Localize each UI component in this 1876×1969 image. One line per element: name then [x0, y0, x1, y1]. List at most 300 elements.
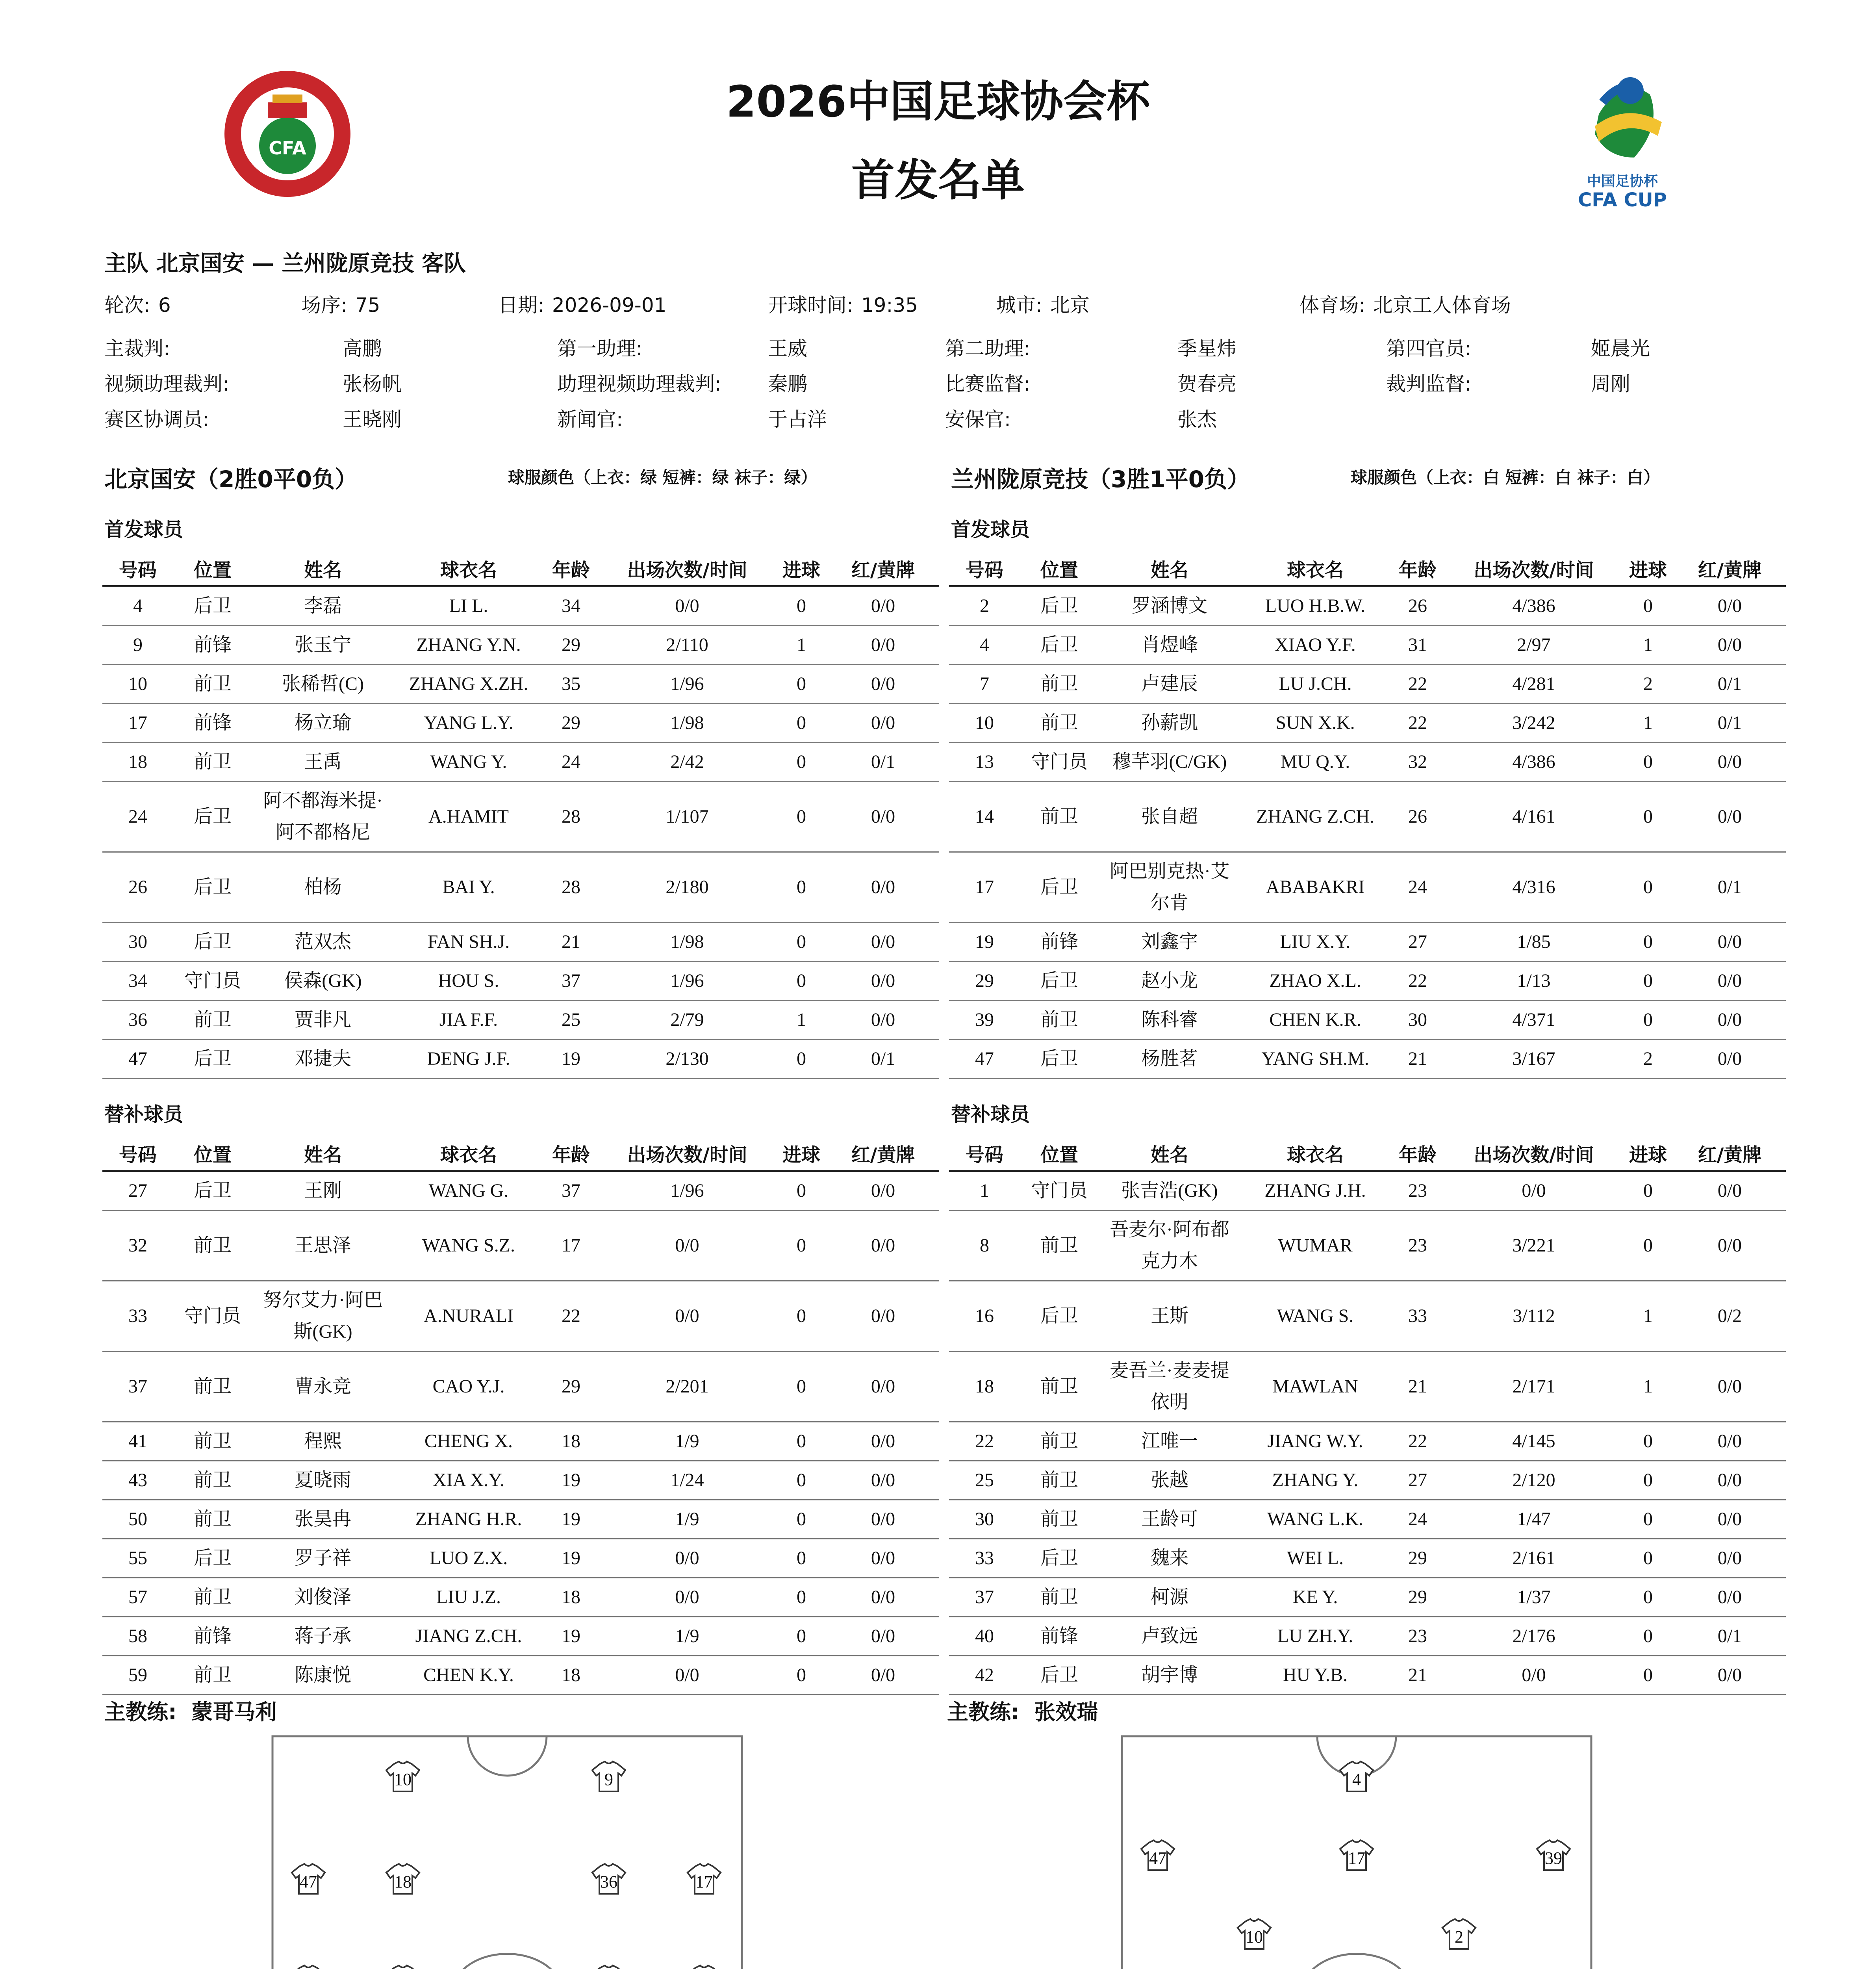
table-cell: 37 [543, 962, 599, 1001]
table-cell: 1 [1622, 626, 1674, 665]
table-cell: 0/0 [599, 1656, 776, 1695]
away-starters-label: 首发球员 [951, 518, 1030, 541]
table-cell: 0 [776, 586, 827, 626]
table-cell: 前卫 [1020, 704, 1099, 743]
table-cell: 1 [949, 1171, 1020, 1211]
table-cell: 0/0 [827, 1352, 939, 1422]
table-cell: 0/0 [1674, 923, 1786, 962]
table-row [102, 1040, 939, 1079]
table-cell: LIU J.Z. [394, 1578, 543, 1617]
table-cell: 刘俊泽 [252, 1578, 394, 1617]
table-cell: 张昊冉 [252, 1500, 394, 1539]
shirt-number: 47 [300, 1872, 317, 1891]
table-row [102, 743, 939, 782]
table-row [102, 852, 939, 923]
table-cell: 55 [102, 1539, 173, 1578]
shirt-number: 4 [1352, 1770, 1361, 1789]
official-role-label: 视频助理裁判: [104, 373, 229, 395]
table-cell: 4/386 [1445, 586, 1622, 626]
table-cell: 前卫 [1020, 1422, 1099, 1461]
table-cell: 王刚 [252, 1171, 394, 1211]
table-cell: 1/47 [1445, 1500, 1622, 1539]
away-coach-label: 主教练: [947, 1700, 1020, 1724]
table-cell: 0 [776, 1461, 827, 1500]
table-cell: JIANG W.Y. [1240, 1422, 1390, 1461]
table-cell: 29 [949, 962, 1020, 1001]
table-cell: 22 [1390, 962, 1445, 1001]
table-cell: 39 [949, 1001, 1020, 1040]
table-cell: 前锋 [173, 704, 252, 743]
official-name: 姬晨光 [1591, 337, 1650, 360]
table-cell: LU J.CH. [1240, 665, 1390, 704]
column-header: 号码 [102, 1136, 173, 1171]
table-cell: XIAO Y.F. [1240, 626, 1390, 665]
table-cell: 22 [1390, 1422, 1445, 1461]
table-cell: 后卫 [1020, 1539, 1099, 1578]
official-role-label: 第二助理: [945, 337, 1031, 360]
official-name: 张杰 [1177, 408, 1217, 431]
table-cell: 后卫 [173, 1539, 252, 1578]
table-cell: 24 [102, 782, 173, 852]
table-cell: 47 [102, 1040, 173, 1079]
table-cell: 9 [102, 626, 173, 665]
table-cell: 18 [543, 1578, 599, 1617]
official-role-label: 比赛监督: [945, 373, 1031, 395]
official-role-label: 安保官: [945, 408, 1011, 431]
table-cell: WANG S.Z. [394, 1211, 543, 1281]
table-cell: 王斯 [1099, 1281, 1240, 1352]
cup-logo-en: CFA CUP [1578, 189, 1667, 211]
table-row [949, 1578, 1786, 1617]
table-cell: 孙薪凯 [1099, 704, 1240, 743]
table-cell: 前卫 [1020, 1001, 1099, 1040]
table-cell: 后卫 [173, 1171, 252, 1211]
table-cell: 0/0 [827, 1281, 939, 1352]
table-cell: A.NURALI [394, 1281, 543, 1352]
official-role-label: 赛区协调员: [104, 408, 209, 431]
table-cell: 后卫 [173, 1040, 252, 1079]
table-cell: 前卫 [173, 665, 252, 704]
table-cell: ZHANG H.R. [394, 1500, 543, 1539]
table-cell: 后卫 [1020, 962, 1099, 1001]
table-row [102, 1500, 939, 1539]
table-cell: 曹永竞 [252, 1352, 394, 1422]
table-cell: 1 [1622, 704, 1674, 743]
table-cell: 邓捷夫 [252, 1040, 394, 1079]
away-formation-pitch [1120, 1735, 1593, 1969]
table-cell: 张自超 [1099, 782, 1240, 852]
table-cell: 24 [1390, 1500, 1445, 1539]
column-header: 号码 [949, 551, 1020, 586]
table-cell: 32 [1390, 743, 1445, 782]
table-row [102, 626, 939, 665]
table-cell: 0/0 [827, 852, 939, 923]
table-cell: 2/161 [1445, 1539, 1622, 1578]
player-shirt-icon [592, 1864, 625, 1894]
table-cell: 28 [543, 852, 599, 923]
table-cell: 26 [1390, 782, 1445, 852]
column-header: 姓名 [1099, 1136, 1240, 1171]
table-cell: 1 [776, 1001, 827, 1040]
table-cell: 0/1 [1674, 852, 1786, 923]
page-subtitle: 首发名单 [851, 155, 1025, 206]
table-cell: 0 [1622, 962, 1674, 1001]
table-cell: 0 [776, 1040, 827, 1079]
table-cell: 程熙 [252, 1422, 394, 1461]
table-cell: 16 [949, 1281, 1020, 1352]
table-cell: 前卫 [1020, 782, 1099, 852]
column-header: 位置 [173, 1136, 252, 1171]
table-cell: 前卫 [173, 1422, 252, 1461]
table-cell: 27 [102, 1171, 173, 1211]
official-role-label: 第一助理: [557, 337, 643, 360]
player-shirt-icon [688, 1965, 721, 1969]
column-header: 红/黄牌 [1674, 1136, 1786, 1171]
table-cell: 1 [1622, 1352, 1674, 1422]
match-info-label: 日期: [498, 294, 544, 317]
table-cell: 33 [949, 1539, 1020, 1578]
column-header: 号码 [102, 551, 173, 586]
table-cell: 柯源 [1099, 1578, 1240, 1617]
match-info-label: 开球时间: [768, 294, 853, 317]
table-cell: 0 [1622, 743, 1674, 782]
table-cell: 36 [102, 1001, 173, 1040]
table-cell: 26 [1390, 586, 1445, 626]
table-cell: 张玉宁 [252, 626, 394, 665]
column-header: 球衣名 [394, 1136, 543, 1171]
table-cell: 前卫 [173, 1352, 252, 1422]
away-team-name: 兰州陇原竞技（3胜1平0负） [951, 466, 1250, 493]
table-cell: 0/0 [1674, 1001, 1786, 1040]
table-cell: 前卫 [1020, 665, 1099, 704]
table-cell: 蒋子承 [252, 1617, 394, 1656]
table-cell: 0/0 [1674, 1656, 1786, 1695]
official-name: 高鹏 [343, 337, 382, 360]
table-cell: 0/0 [599, 1578, 776, 1617]
table-cell: 1/98 [599, 923, 776, 962]
table-cell: 前卫 [1020, 1500, 1099, 1539]
table-row [949, 962, 1786, 1001]
column-header: 出场次数/时间 [1445, 551, 1622, 586]
table-cell: 3/221 [1445, 1211, 1622, 1281]
table-cell: 21 [1390, 1656, 1445, 1695]
table-row [102, 1211, 939, 1281]
home-coach-label: 主教练: [104, 1700, 177, 1724]
shirt-number: 9 [604, 1770, 613, 1789]
official-name: 周刚 [1591, 373, 1630, 395]
column-header: 姓名 [252, 551, 394, 586]
shirt-number: 17 [695, 1872, 713, 1891]
table-cell: LUO Z.X. [394, 1539, 543, 1578]
shirt-number: 10 [394, 1770, 412, 1789]
table-cell: 0 [1622, 1656, 1674, 1695]
table-cell: 0 [776, 1500, 827, 1539]
table-cell: CHEN K.Y. [394, 1656, 543, 1695]
table-cell: 30 [949, 1500, 1020, 1539]
official-name: 季星炜 [1177, 337, 1236, 360]
table-cell: 1/96 [599, 665, 776, 704]
table-row [949, 1500, 1786, 1539]
table-cell: 0 [1622, 1001, 1674, 1040]
table-cell: 23 [1390, 1171, 1445, 1211]
table-cell: 后卫 [1020, 1281, 1099, 1352]
table-cell: 25 [543, 1001, 599, 1040]
table-cell: ZHANG J.H. [1240, 1171, 1390, 1211]
table-cell: 0/0 [599, 1211, 776, 1281]
match-info-item [1299, 289, 1511, 318]
table-cell: 17 [102, 704, 173, 743]
match-info-label: 城市: [996, 294, 1042, 317]
table-cell: 8 [949, 1211, 1020, 1281]
table-cell: WEI L. [1240, 1539, 1390, 1578]
away-name: 兰州陇原竞技 [282, 251, 414, 276]
table-cell: 0/0 [1674, 626, 1786, 665]
table-row [102, 665, 939, 704]
table-cell: 2 [949, 586, 1020, 626]
table-cell: ZHAO X.L. [1240, 962, 1390, 1001]
player-shirt-icon [1442, 1919, 1476, 1949]
shirt-number: 17 [1348, 1848, 1365, 1868]
match-info-value: 北京工人体育场 [1373, 294, 1511, 317]
table-cell: 32 [102, 1211, 173, 1281]
table-cell: LUO H.B.W. [1240, 586, 1390, 626]
table-cell: 阿巴别克热·艾尔肯 [1099, 852, 1240, 923]
matchup [104, 246, 466, 278]
table-cell: 前卫 [173, 1656, 252, 1695]
away-coach-name: 张效瑞 [1034, 1700, 1098, 1724]
home-kit-colors: 球服颜色（上衣：绿 短裤：绿 袜子：绿） [508, 468, 818, 487]
table-row [102, 1656, 939, 1695]
official-role-label: 新闻官: [557, 408, 623, 431]
table-cell: 0/0 [1674, 782, 1786, 852]
table-cell: 0/0 [827, 923, 939, 962]
table-cell: 夏晓雨 [252, 1461, 394, 1500]
table-row [102, 704, 939, 743]
player-shirt-icon [386, 1965, 419, 1969]
official-name: 于占洋 [768, 408, 827, 431]
table-cell: 前卫 [1020, 1211, 1099, 1281]
table-cell: JIANG Z.CH. [394, 1617, 543, 1656]
table-cell: 34 [102, 962, 173, 1001]
away-kit-colors: 球服颜色（上衣：白 短裤：白 袜子：白） [1351, 468, 1660, 487]
table-cell: 0/1 [1674, 1617, 1786, 1656]
table-cell: 4/371 [1445, 1001, 1622, 1040]
table-cell: 0 [1622, 923, 1674, 962]
table-row [949, 1656, 1786, 1695]
table-cell: 后卫 [173, 586, 252, 626]
table-cell: 3/167 [1445, 1040, 1622, 1079]
table-cell: 张越 [1099, 1461, 1240, 1500]
home-subs-table [102, 1136, 939, 1695]
table-cell: MAWLAN [1240, 1352, 1390, 1422]
player-shirt-icon [688, 1864, 721, 1894]
table-cell: 0/2 [1674, 1281, 1786, 1352]
table-cell: 0/0 [827, 962, 939, 1001]
table-row [949, 852, 1786, 923]
table-row [949, 1539, 1786, 1578]
table-cell: 37 [949, 1578, 1020, 1617]
table-cell: 0 [1622, 1171, 1674, 1211]
table-cell: 0 [776, 743, 827, 782]
table-row [949, 1352, 1786, 1422]
table-cell: 18 [543, 1656, 599, 1695]
table-row [102, 1539, 939, 1578]
table-cell: 前卫 [173, 1001, 252, 1040]
player-shirt-icon [1141, 1840, 1174, 1870]
column-header: 出场次数/时间 [599, 1136, 776, 1171]
official-name: 贺春亮 [1177, 373, 1236, 395]
table-cell: 23 [1390, 1617, 1445, 1656]
table-cell: 10 [949, 704, 1020, 743]
table-cell: 4/386 [1445, 743, 1622, 782]
table-cell: FAN SH.J. [394, 923, 543, 962]
match-info-item [768, 289, 918, 318]
table-cell: 2/120 [1445, 1461, 1622, 1500]
match-info-value: 2026-09-01 [552, 294, 667, 317]
table-cell: 41 [102, 1422, 173, 1461]
shirt-number: 47 [1149, 1848, 1166, 1868]
table-row [102, 1171, 939, 1211]
table-cell: 0/0 [1674, 1211, 1786, 1281]
column-header: 球衣名 [394, 551, 543, 586]
table-cell: 守门员 [1020, 743, 1099, 782]
table-cell: XIA X.Y. [394, 1461, 543, 1500]
table-cell: 22 [1390, 665, 1445, 704]
column-header: 位置 [1020, 1136, 1099, 1171]
table-cell: 0 [776, 1171, 827, 1211]
table-cell: 18 [102, 743, 173, 782]
table-cell: 前卫 [1020, 1352, 1099, 1422]
table-cell: 0 [1622, 852, 1674, 923]
table-cell: 0 [776, 704, 827, 743]
table-cell: 33 [102, 1281, 173, 1352]
column-header: 进球 [1622, 1136, 1674, 1171]
table-cell: 0/0 [827, 1461, 939, 1500]
table-cell: 穆芊羽(C/GK) [1099, 743, 1240, 782]
table-cell: 18 [949, 1352, 1020, 1422]
column-header: 红/黄牌 [827, 551, 939, 586]
table-row [102, 782, 939, 852]
table-cell: 0/0 [1674, 743, 1786, 782]
column-header: 年龄 [1390, 1136, 1445, 1171]
table-cell: 贾非凡 [252, 1001, 394, 1040]
table-cell: 29 [543, 1352, 599, 1422]
table-cell: 25 [949, 1461, 1020, 1500]
column-header: 号码 [949, 1136, 1020, 1171]
table-cell: 杨立瑜 [252, 704, 394, 743]
table-cell: 1 [1622, 1281, 1674, 1352]
table-cell: KE Y. [1240, 1578, 1390, 1617]
table-cell: JIA F.F. [394, 1001, 543, 1040]
table-cell: 19 [543, 1617, 599, 1656]
table-cell: 17 [543, 1211, 599, 1281]
table-header-row [949, 551, 1786, 586]
official-name: 王晓刚 [343, 408, 402, 431]
table-cell: 4/316 [1445, 852, 1622, 923]
table-cell: 后卫 [1020, 626, 1099, 665]
table-cell: 1/13 [1445, 962, 1622, 1001]
table-row [949, 1617, 1786, 1656]
table-cell: 2/201 [599, 1352, 776, 1422]
column-header: 位置 [1020, 551, 1099, 586]
home-formation-pitch [271, 1735, 743, 1969]
table-cell: 1/37 [1445, 1578, 1622, 1617]
table-cell: 罗涵博文 [1099, 586, 1240, 626]
table-cell: 李磊 [252, 586, 394, 626]
table-row [949, 1040, 1786, 1079]
table-cell: CHENG X. [394, 1422, 543, 1461]
table-header-row [102, 551, 939, 586]
table-cell: BAI Y. [394, 852, 543, 923]
match-info-label: 轮次: [104, 294, 150, 317]
table-cell: 14 [949, 782, 1020, 852]
table-cell: 4 [102, 586, 173, 626]
table-cell: 0 [1622, 586, 1674, 626]
table-cell: 卢致远 [1099, 1617, 1240, 1656]
table-row [949, 1461, 1786, 1500]
table-cell: 0/0 [827, 1001, 939, 1040]
table-cell: DENG J.F. [394, 1040, 543, 1079]
official-name: 王威 [768, 337, 807, 360]
table-cell: 2 [1622, 665, 1674, 704]
table-cell: 前卫 [1020, 1578, 1099, 1617]
matchup-sep: — [252, 251, 274, 276]
table-cell: 27 [1390, 1461, 1445, 1500]
table-header-row [949, 1136, 1786, 1171]
table-row [949, 586, 1786, 626]
match-info-value: 75 [355, 294, 380, 317]
match-info-item [498, 289, 666, 318]
table-cell: A.HAMIT [394, 782, 543, 852]
table-cell: 王龄可 [1099, 1500, 1240, 1539]
table-cell: 麦吾兰·麦麦提依明 [1099, 1352, 1240, 1422]
table-cell: 江唯一 [1099, 1422, 1240, 1461]
table-cell: 29 [543, 704, 599, 743]
column-header: 年龄 [543, 551, 599, 586]
table-cell: YANG SH.M. [1240, 1040, 1390, 1079]
table-cell: LU ZH.Y. [1240, 1617, 1390, 1656]
table-row [102, 1422, 939, 1461]
table-cell: 0/0 [599, 1539, 776, 1578]
table-cell: 19 [543, 1040, 599, 1079]
table-row [949, 704, 1786, 743]
table-cell: 0/0 [1674, 962, 1786, 1001]
official-role-label: 助理视频助理裁判: [557, 373, 721, 395]
column-header: 位置 [173, 551, 252, 586]
column-header: 球衣名 [1240, 551, 1390, 586]
table-cell: 19 [949, 923, 1020, 962]
table-cell: 0/1 [827, 743, 939, 782]
away-subs-label: 替补球员 [951, 1103, 1030, 1126]
table-cell: 17 [949, 852, 1020, 923]
table-cell: ABABAKRI [1240, 852, 1390, 923]
table-cell: 18 [543, 1422, 599, 1461]
table-row [102, 586, 939, 626]
table-row [949, 1211, 1786, 1281]
table-cell: 0/0 [827, 1656, 939, 1695]
home-subs-label: 替补球员 [104, 1103, 183, 1126]
table-row [102, 1461, 939, 1500]
table-cell: 2/97 [1445, 626, 1622, 665]
table-cell: 29 [1390, 1578, 1445, 1617]
table-row [949, 923, 1786, 962]
table-cell: 0/0 [1674, 1539, 1786, 1578]
table-cell: 0/0 [827, 1617, 939, 1656]
table-cell: 守门员 [1020, 1171, 1099, 1211]
player-shirt-icon [592, 1965, 625, 1969]
table-cell: 0 [1622, 1422, 1674, 1461]
player-shirt-icon [292, 1965, 325, 1969]
